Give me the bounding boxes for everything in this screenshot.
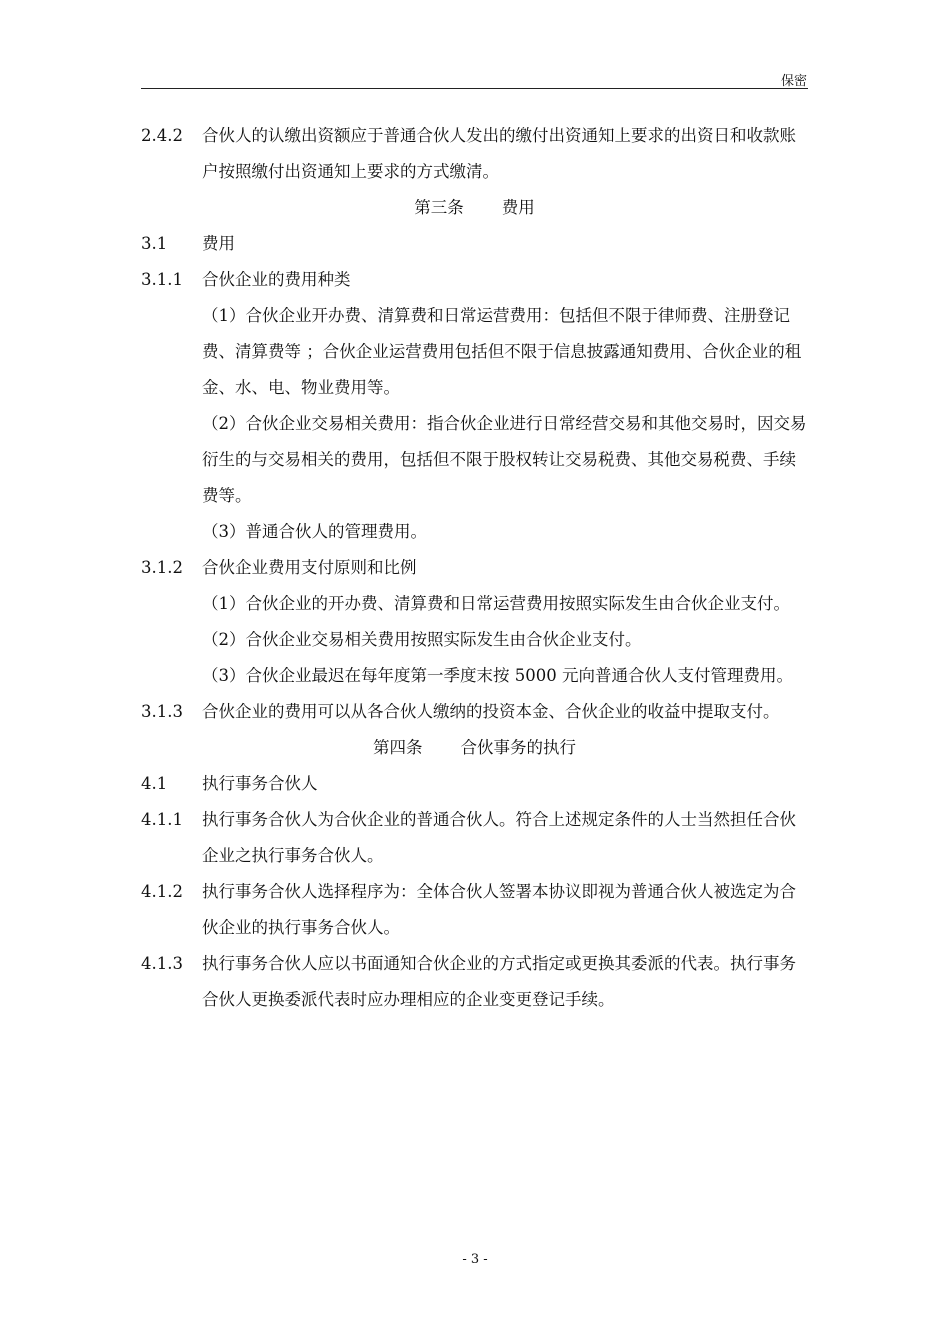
sub-item: （3）普通合伙人的管理费用。: [202, 522, 427, 541]
clause-number: 4.1: [141, 774, 168, 793]
confidential-label: 保密: [780, 74, 807, 89]
clause-text: 合伙企业费用支付原则和比例: [202, 558, 417, 577]
clause-4-1: [141, 766, 808, 802]
clause-number: 3.1.2: [141, 558, 183, 577]
clause-text: 费用: [202, 234, 235, 253]
article-heading-3: [141, 190, 808, 226]
clause-4-1-2: [141, 874, 808, 946]
clause-text: 合伙企业的费用可以从各合伙人缴纳的投资本金、合伙企业的收益中提取支付。: [202, 702, 780, 721]
clause-number: 3.1.3: [141, 702, 183, 721]
article-title: 费用: [501, 198, 535, 217]
clause-3-1-3: [141, 694, 808, 730]
header-rule: [141, 88, 808, 89]
clause-number: 4.1.3: [141, 954, 183, 973]
sub-item: （2）合伙企业交易相关费用按照实际发生由合伙企业支付。: [202, 630, 642, 649]
article-title: 合伙事务的执行: [460, 738, 576, 757]
clause-number: 3.1: [141, 234, 168, 253]
clause-number: 4.1.1: [141, 810, 183, 829]
sub-item: （1）合伙企业的开办费、清算费和日常运营费用按照实际发生由合伙企业支付。: [202, 594, 790, 613]
document-body: [141, 118, 808, 1018]
clause-4-1-1: [141, 802, 808, 874]
sub-item: （2）合伙企业交易相关费用：指合伙企业进行日常经营交易和其他交易时，因交易衍生的与交易相关的费用，包括但不限于股权转让交易税费、其他交易税费、手续费等。: [202, 414, 807, 505]
clause-text: 合伙企业的费用种类: [202, 270, 351, 289]
sub-item: （3）合伙企业最迟在每年度第一季度末按 5000 元向普通合伙人支付管理费用。: [202, 666, 793, 685]
clause-text: 执行事务合伙人: [202, 774, 318, 793]
page-number: - 3 -: [462, 1252, 488, 1267]
clause-number: 2.4.2: [141, 126, 183, 145]
sub-item: （1）合伙企业开办费、清算费和日常运营费用：包括但不限于律师费、注册登记费、清算费等 ；合伙企业运营费用包括但不限于信息披露通知费用、合伙企业的租金、水、电、物业费用等。: [202, 306, 802, 397]
article-number: 第三条: [414, 198, 464, 217]
clause-3-1: [141, 226, 808, 262]
clause-text: 执行事务合伙人为合伙企业的普通合伙人。符合上述规定条件的人士当然担任合伙企业之执行事务合伙人。: [202, 810, 796, 865]
clause-3-1-1: [141, 262, 808, 298]
clause-text: 执行事务合伙人选择程序为：全体合伙人签署本协议即视为普通合伙人被选定为合伙企业的执行事务合伙人。: [202, 882, 796, 937]
clause-4-1-3: [141, 946, 808, 1018]
clause-2-4-2: [141, 118, 808, 190]
clause-text: 合伙人的认缴出资额应于普通合伙人发出的缴付出资通知上要求的出资日和收款账户按照缴付出资通知上要求的方式缴清。: [202, 126, 796, 181]
clause-text: 执行事务合伙人应以书面通知合伙企业的方式指定或更换其委派的代表。执行事务合伙人更换委派代表时应办理相应的企业变更登记手续。: [202, 954, 796, 1009]
article-number: 第四条: [373, 738, 423, 757]
article-heading-4: [141, 730, 808, 766]
clause-3-1-2: [141, 550, 808, 586]
clause-number: 4.1.2: [141, 882, 183, 901]
clause-number: 3.1.1: [141, 270, 183, 289]
